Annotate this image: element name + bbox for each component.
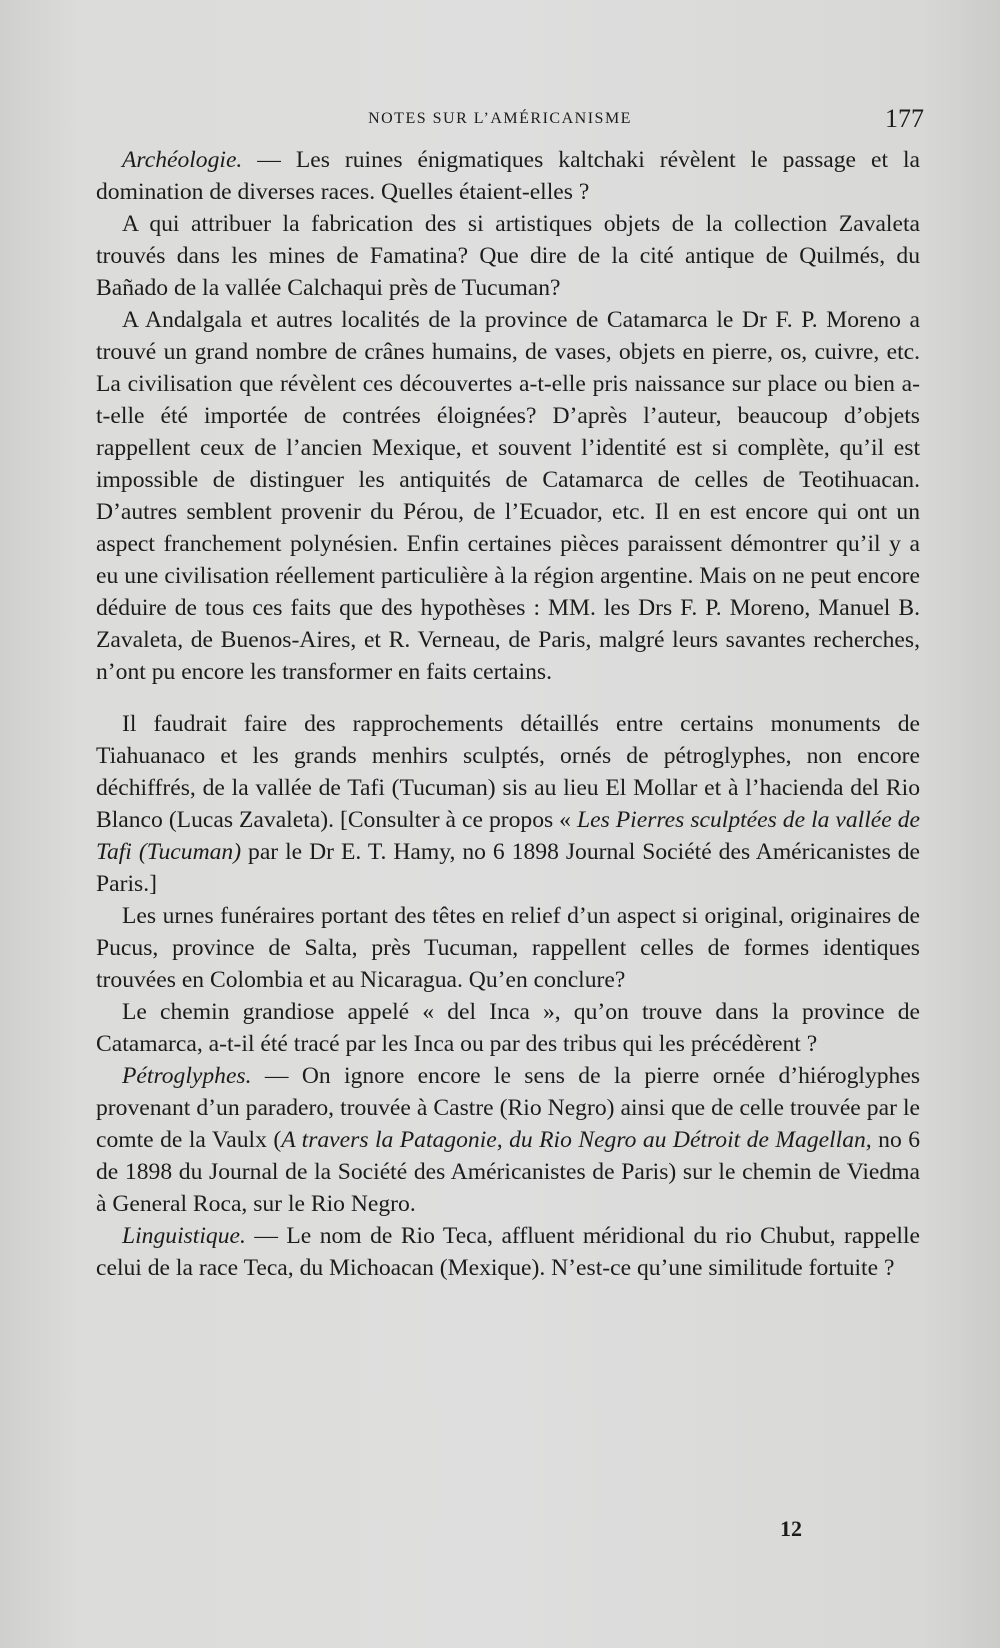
- paragraph-text: no 6 de 1898 du Journal de la Société des Américanistes de Paris) sur le chemin de Viedma à General Roca, sur le Rio Negro.: [96, 1127, 920, 1217]
- paragraph: [96, 708, 920, 900]
- paragraph-text: par le Dr E. T. Hamy, no 6 1898 Journal Société des Américanistes de Paris.]: [96, 839, 920, 897]
- running-head: NOTES SUR L’AMÉRICANISME: [368, 110, 632, 127]
- body-text: [96, 144, 920, 1284]
- paragraph-text: Le chemin grandiose appelé « del Inca », qu’on trouve dans la province de Catamarca, a-t-il été tracé par les Inca ou par des tribus qui les précédèrent ?: [96, 999, 920, 1057]
- section-heading-linguistique: Linguistique.: [122, 1223, 246, 1249]
- section-heading-archeologie: Archéologie.: [122, 147, 243, 173]
- paragraph-text: Il faudrait faire des rapprochements détaillés entre certains monuments de Tiahuanaco et les grands menhirs sculptés, ornés de pétroglyphes, non encore déchiffrés, de la vallée de Tafi (Tucuman) sis au lieu El Mollar et à l’hacienda del Rio Blanco (Lucas Zavaleta). [Consulter à ce propos «: [96, 711, 920, 833]
- section-heading-petroglyphes: Pétroglyphes.: [122, 1063, 252, 1089]
- signature-mark: 12: [780, 1516, 802, 1541]
- page-number: 177: [885, 104, 924, 133]
- paragraph-text: A qui attribuer la fabrication des si artistiques objets de la collection Zavaleta trouvés dans les mines de Famatina? Que dire de la cité antique de Quilmés, du Bañado de la vallée Calchaqui près de Tucuman?: [96, 211, 920, 301]
- paragraph-text: — Le nom de Rio Teca, affluent méridional du rio Chubut, rappelle celui de la race Teca, du Michoacan (Mexique). N’est-ce qu’une similitude fortuite ?: [96, 1223, 920, 1281]
- cited-title: A travers la Patagonie, du Rio Negro au Détroit de Magellan,: [281, 1127, 872, 1153]
- paragraph-linguistique: [96, 1220, 920, 1284]
- paragraph: [96, 304, 920, 688]
- paragraph-text: — Les ruines énigmatiques kaltchaki révèlent le passage et la domination de diverses races. Quelles étaient-elles ?: [96, 147, 920, 205]
- paragraph-text: A Andalgala et autres localités de la province de Catamarca le Dr F. P. Moreno a trouvé un grand nombre de crânes humains, de vases, objets en pierre, os, cuivre, etc. La civilisation que révèlent ces découvertes a-t-elle pris naissance sur place ou bien a-t-elle été importée de contrées éloignées? D’après l’auteur, beaucoup d’objets rappellent ceux de l’ancien Mexique, et souvent l’identité est si complète, qu’il est impossible de distinguer les antiquités de Catamarca de celles de Teotihuacan. D’autres semblent provenir du Pérou, de l’Ecuador, etc. Il en est encore qui ont un aspect franchement polynésien. Enfin certaines pièces paraissent démontrer qu’il y a eu une civilisation réellement particulière à la région argentine. Mais on ne peut encore déduire de tous ces faits que des hypothèses : MM. les Drs F. P. Moreno, Manuel B. Zavaleta, de Buenos-Aires, et R. Verneau, de Paris, malgré leurs savantes recherches, n’ont pu encore les transformer en faits certains.: [96, 307, 920, 685]
- paragraph-archeologie: [96, 144, 920, 208]
- paragraph-text: — On ignore encore le sens de la pierre ornée d’hiéroglyphes provenant d’un paradero, trouvée à Castre (Rio Negro) ainsi que de celle trouvée par le comte de la Vaulx (: [96, 1063, 920, 1153]
- paragraph: [96, 996, 920, 1060]
- paragraph: [96, 208, 920, 304]
- paragraph-petroglyphes: [96, 1060, 920, 1220]
- paragraph: [96, 900, 920, 996]
- paragraph-text: Les urnes funéraires portant des têtes en relief d’un aspect si original, originaires de Pucus, province de Salta, près Tucuman, rappellent celles de formes identiques trouvées en Colombia et au Nicaragua. Qu’en conclure?: [96, 903, 920, 993]
- cited-title: Les Pierres sculptées de la vallée de Tafi (Tucuman): [96, 807, 920, 865]
